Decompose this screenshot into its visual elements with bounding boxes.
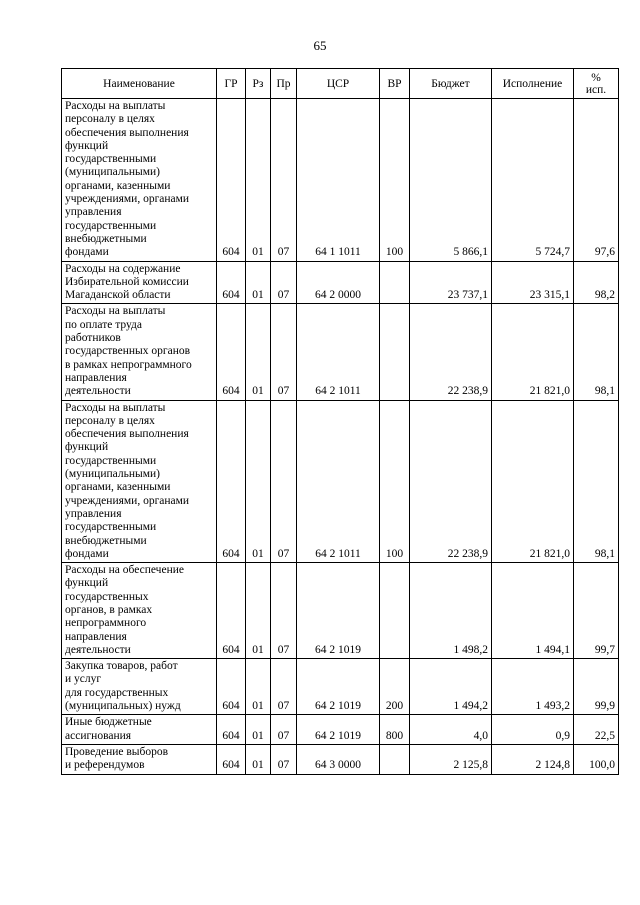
cell-rz: 01	[246, 261, 271, 304]
name-line: функций	[65, 441, 109, 454]
cell-percent: 22,5	[574, 715, 619, 745]
name-line: органов, в рамках	[65, 603, 153, 616]
name-line: управления	[65, 206, 122, 219]
cell-budget: 1 498,2	[410, 563, 492, 659]
cell-vr	[380, 563, 410, 659]
cell-pr: 07	[271, 99, 297, 262]
table-row	[62, 99, 619, 262]
name-line: (муниципальных) нужд	[65, 700, 181, 713]
cell-name	[62, 744, 217, 774]
name-line: функций	[65, 139, 109, 152]
name-line: деятельности	[65, 643, 131, 656]
name-line: государственными	[65, 521, 157, 534]
name-line: Закупка товаров, работ	[65, 660, 178, 673]
cell-gr: 604	[217, 744, 246, 774]
cell-pr: 07	[271, 261, 297, 304]
cell-vr: 100	[380, 400, 410, 563]
table-row	[62, 400, 619, 563]
budget-table	[61, 68, 619, 775]
cell-name	[62, 563, 217, 659]
cell-budget: 22 238,9	[410, 304, 492, 400]
cell-pr: 07	[271, 304, 297, 400]
cell-pr: 07	[271, 744, 297, 774]
name-line: по оплате труда	[65, 318, 142, 331]
cell-name	[62, 261, 217, 304]
cell-execution: 1 493,2	[492, 659, 574, 715]
cell-percent: 98,2	[574, 261, 619, 304]
table-row	[62, 261, 619, 304]
cell-name	[62, 659, 217, 715]
name-line: обеспечения выполнения	[65, 126, 189, 139]
cell-rz: 01	[246, 659, 271, 715]
cell-percent: 97,6	[574, 99, 619, 262]
cell-execution: 1 494,1	[492, 563, 574, 659]
cell-execution: 23 315,1	[492, 261, 574, 304]
cell-gr: 604	[217, 261, 246, 304]
cell-vr: 100	[380, 99, 410, 262]
table-header-row	[62, 69, 619, 99]
cell-csr: 64 2 1011	[297, 304, 380, 400]
cell-rz: 01	[246, 744, 271, 774]
name-line: непрограммного	[65, 617, 147, 630]
name-line: управления	[65, 507, 122, 520]
cell-name	[62, 99, 217, 262]
name-line: Расходы на выплаты	[65, 100, 166, 112]
name-line: в рамках непрограммного	[65, 358, 192, 371]
name-line: персоналу в целях	[65, 113, 155, 126]
name-line: государственных органов	[65, 345, 191, 358]
header-vr: ВР	[380, 69, 410, 99]
table-row	[62, 304, 619, 400]
header-execution: Исполнение	[492, 69, 574, 99]
name-line: обеспечения выполнения	[65, 428, 189, 441]
name-line: внебюджетными	[65, 534, 147, 547]
name-line: для государственных	[65, 686, 169, 699]
name-line: внебюджетными	[65, 232, 147, 245]
name-line: направления	[65, 630, 127, 643]
name-line: деятельности	[65, 385, 131, 398]
name-line: фондами	[65, 547, 109, 560]
header-name: Наименование	[62, 69, 217, 99]
cell-pr: 07	[271, 659, 297, 715]
header-percent-sign: %	[591, 71, 601, 84]
name-line: Расходы на обеспечение	[65, 564, 184, 577]
cell-rz: 01	[246, 400, 271, 563]
cell-vr	[380, 744, 410, 774]
name-line: (муниципальными)	[65, 468, 160, 481]
cell-name	[62, 400, 217, 563]
page-number: 65	[313, 38, 327, 53]
cell-percent: 99,9	[574, 659, 619, 715]
cell-csr: 64 2 1011	[297, 400, 380, 563]
name-line: персоналу в целях	[65, 414, 155, 427]
cell-gr: 604	[217, 400, 246, 563]
name-line: Расходы на выплаты	[65, 305, 166, 318]
cell-budget: 1 494,2	[410, 659, 492, 715]
name-line: ассигнования	[65, 729, 132, 742]
cell-execution: 5 724,7	[492, 99, 574, 262]
table-row	[62, 659, 619, 715]
cell-csr: 64 2 1019	[297, 659, 380, 715]
table-row	[62, 563, 619, 659]
cell-percent: 99,7	[574, 563, 619, 659]
cell-csr: 64 3 0000	[297, 744, 380, 774]
name-line: и референдумов	[65, 759, 145, 772]
name-line: Проведение выборов	[65, 745, 169, 758]
cell-execution: 21 821,0	[492, 400, 574, 563]
header-pr: Пр	[271, 69, 297, 99]
cell-budget: 5 866,1	[410, 99, 492, 262]
cell-gr: 604	[217, 715, 246, 745]
cell-csr: 64 1 1011	[297, 99, 380, 262]
name-line: учреждениями, органами	[65, 494, 190, 507]
cell-budget: 23 737,1	[410, 261, 492, 304]
cell-name	[62, 715, 217, 745]
name-line: и услуг	[65, 673, 102, 686]
cell-vr	[380, 261, 410, 304]
header-rz: Рз	[246, 69, 271, 99]
cell-gr: 604	[217, 99, 246, 262]
name-line: государственных	[65, 590, 149, 603]
header-budget: Бюджет	[410, 69, 492, 99]
cell-csr: 64 2 0000	[297, 261, 380, 304]
cell-rz: 01	[246, 715, 271, 745]
cell-gr: 604	[217, 304, 246, 400]
name-line: Расходы на содержание	[65, 262, 181, 275]
name-line: функций	[65, 577, 109, 590]
header-csr: ЦСР	[297, 69, 380, 99]
cell-vr: 200	[380, 659, 410, 715]
name-line: направления	[65, 371, 127, 384]
cell-vr: 800	[380, 715, 410, 745]
cell-execution: 2 124,8	[492, 744, 574, 774]
name-line: Расходы на выплаты	[65, 401, 166, 414]
cell-gr: 604	[217, 659, 246, 715]
name-line: работников	[65, 332, 121, 345]
cell-execution: 21 821,0	[492, 304, 574, 400]
name-line: учреждениями, органами	[65, 193, 190, 206]
name-line: (муниципальными)	[65, 166, 160, 179]
cell-percent: 98,1	[574, 400, 619, 563]
name-line: органами, казенными	[65, 481, 171, 494]
cell-percent: 98,1	[574, 304, 619, 400]
cell-percent: 100,0	[574, 744, 619, 774]
name-line: государственными	[65, 454, 157, 467]
cell-vr	[380, 304, 410, 400]
cell-rz: 01	[246, 99, 271, 262]
name-line: государственными	[65, 153, 157, 166]
cell-pr: 07	[271, 563, 297, 659]
cell-execution: 0,9	[492, 715, 574, 745]
header-percent	[574, 69, 619, 99]
cell-pr: 07	[271, 400, 297, 563]
name-line: Магаданской области	[65, 289, 171, 302]
table-row	[62, 744, 619, 774]
cell-pr: 07	[271, 715, 297, 745]
header-gr: ГР	[217, 69, 246, 99]
name-line: Избирательной комиссии	[65, 275, 189, 288]
name-line: Иные бюджетные	[65, 716, 152, 729]
header-percent-label: исп.	[585, 83, 607, 96]
cell-budget: 22 238,9	[410, 400, 492, 563]
name-line: органами, казенными	[65, 179, 171, 192]
cell-name	[62, 304, 217, 400]
name-line: фондами	[65, 246, 109, 259]
cell-csr: 64 2 1019	[297, 563, 380, 659]
cell-csr: 64 2 1019	[297, 715, 380, 745]
cell-rz: 01	[246, 304, 271, 400]
cell-budget: 4,0	[410, 715, 492, 745]
cell-gr: 604	[217, 563, 246, 659]
cell-rz: 01	[246, 563, 271, 659]
table-row	[62, 715, 619, 745]
cell-budget: 2 125,8	[410, 744, 492, 774]
name-line: государственными	[65, 219, 157, 232]
